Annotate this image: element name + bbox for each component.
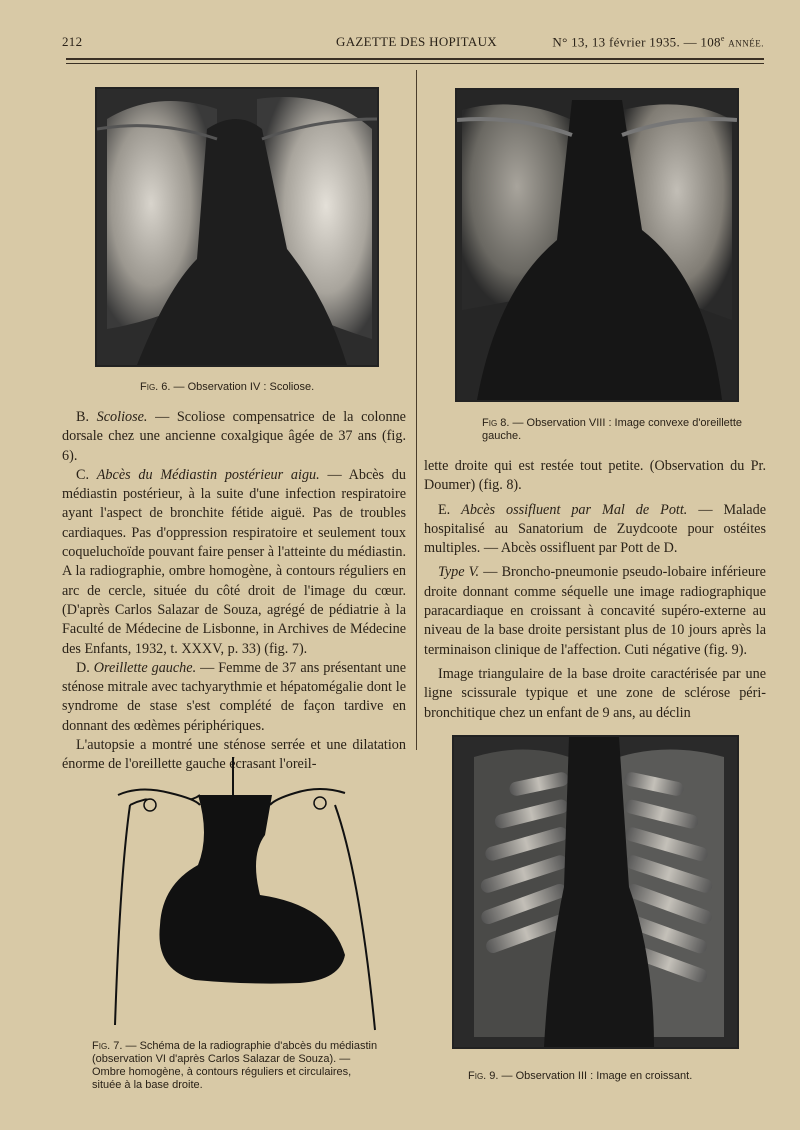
paragraph-b xyxy=(62,408,406,466)
header-rule-thick xyxy=(66,58,764,60)
figure-7-caption xyxy=(92,1040,382,1092)
column-divider xyxy=(416,70,417,750)
issue-date: N° 13, 13 février 1935. — 108 xyxy=(552,34,721,50)
issue-info xyxy=(552,34,764,50)
paragraph-d-head: D. xyxy=(76,659,94,676)
figure-6-label: Fig. 6. xyxy=(140,381,171,393)
paragraph-b-head: B. xyxy=(76,409,97,425)
journal-title: GAZETTE DES HOPITAUX xyxy=(336,34,497,49)
paragraph-c-title: Abcès du Médiastin postérieur aigu. xyxy=(96,466,320,483)
paragraph-c-head: C. xyxy=(76,466,97,483)
issue-annee: ANNÉE. xyxy=(728,38,764,49)
paragraph-c-body: — Abcès du médiastin postérieur, à la suite d'une infection respiratoire ayant l'aspect de bronchite fétide aiguë. Pas de troubles cardiaques. Pas d'oppression respiratoire et seulement toux coqueluchoïde pouvant faire penser à l'atteinte du médiastin. A la radiographie, ombre homogène, à contours réguliers en arc de cercle, située du côté droit de l'image du cœur. (D'après Carlos Salazar de Souza, agrégé de pédiatrie à la Faculté de Médecine de Lisbonne, in Archives de Médecine des Enfants, 1932, t. XXXV, p. 33) (fig. 7). xyxy=(62,466,406,657)
left-column-text xyxy=(62,408,406,775)
paragraph-d xyxy=(62,659,406,736)
running-header xyxy=(62,34,764,54)
paragraph-d-body: — Femme de 37 ans présentant une sténose mitrale avec tachyarythmie et hépatomégalie dont le syndrome de stase s'est complété de façon tardive en donnant des œdèmes périphériques. xyxy=(62,659,406,734)
figure-7-diagram xyxy=(100,755,390,1035)
paragraph-type-v-body: — Broncho-pneumonie pseudo-lobaire inférieure droite donnant comme séquelle une image radiographique paracardiaque en croissant à concavité supéro-externe au niveau de la base droite persistant plus de 10 jours après la terminaison clinique de l'affection. Cuti négative (fig. 9). xyxy=(424,564,766,658)
paragraph-e-body: — Malade hospitalisé au Sanatorium de Zuydcoote pour ostéites multiples. — Abcès ossifluent par Pott de D. xyxy=(424,501,766,557)
figure-6-caption xyxy=(140,381,370,394)
paragraph-b-body: — Scoliose compensatrice de la colonne dorsale chez une ancienne coxalgique âgée de 37 ans (fig. 6). xyxy=(62,409,406,464)
figure-8-radiograph xyxy=(455,88,739,402)
figure-7-text: — Schéma de la radiographie d'abcès du médiastin (observation VI d'après Carlos Salazar de Souza). — Ombre homogène, à contours réguliers et circulaires, située à la base droite. xyxy=(92,1040,378,1091)
paragraph-triangular: Image triangulaire de la base droite caractérisée par une ligne scissurale typique et une zone de sclérose péri-bronchitique chez un enfant de 9 ans, au déclin xyxy=(424,665,766,721)
paragraph-c xyxy=(62,466,406,659)
paragraph-d-continued: lette droite qui est restée tout petite. (Observation du Pr. Doumer) (fig. 8). xyxy=(424,458,766,494)
figure-8-text: — Observation VIII : Image convexe d'oreillette gauche. xyxy=(482,417,743,442)
figure-9-label: Fig. 9. xyxy=(468,1070,499,1082)
page-number: 212 xyxy=(62,34,83,49)
figure-7-label: Fig. 7. xyxy=(92,1040,123,1052)
figure-8-label: Fig 8. xyxy=(482,417,510,429)
paragraph-e-head: E. xyxy=(438,501,462,518)
paragraph-e-title: Abcès ossifluent par Mal de Pott. xyxy=(461,501,688,518)
issue-suffix: e xyxy=(720,34,725,43)
figure-6-radiograph xyxy=(95,87,379,367)
figure-9-radiograph xyxy=(452,735,739,1049)
figure-6-text: — Observation IV : Scoliose. xyxy=(170,381,315,393)
paragraph-e xyxy=(424,501,766,559)
figure-9-caption xyxy=(468,1070,748,1083)
paragraph-d-title: Oreillette gauche. xyxy=(93,659,197,676)
figure-8-caption xyxy=(482,417,742,443)
paragraph-type-v xyxy=(424,563,766,659)
paragraph-b-title: Scoliose. xyxy=(96,409,148,425)
header-rule-thin xyxy=(66,63,764,64)
right-column-text xyxy=(424,457,766,723)
figure-9-text: — Observation III : Image en croissant. xyxy=(498,1070,693,1082)
paragraph-type-v-title: Type V. xyxy=(438,564,480,581)
paragraph-d-autopsy: L'autopsie a montré une sténose serrée et une dilatation énorme de l'oreillette gauche écrasant l'oreil- xyxy=(62,737,406,773)
